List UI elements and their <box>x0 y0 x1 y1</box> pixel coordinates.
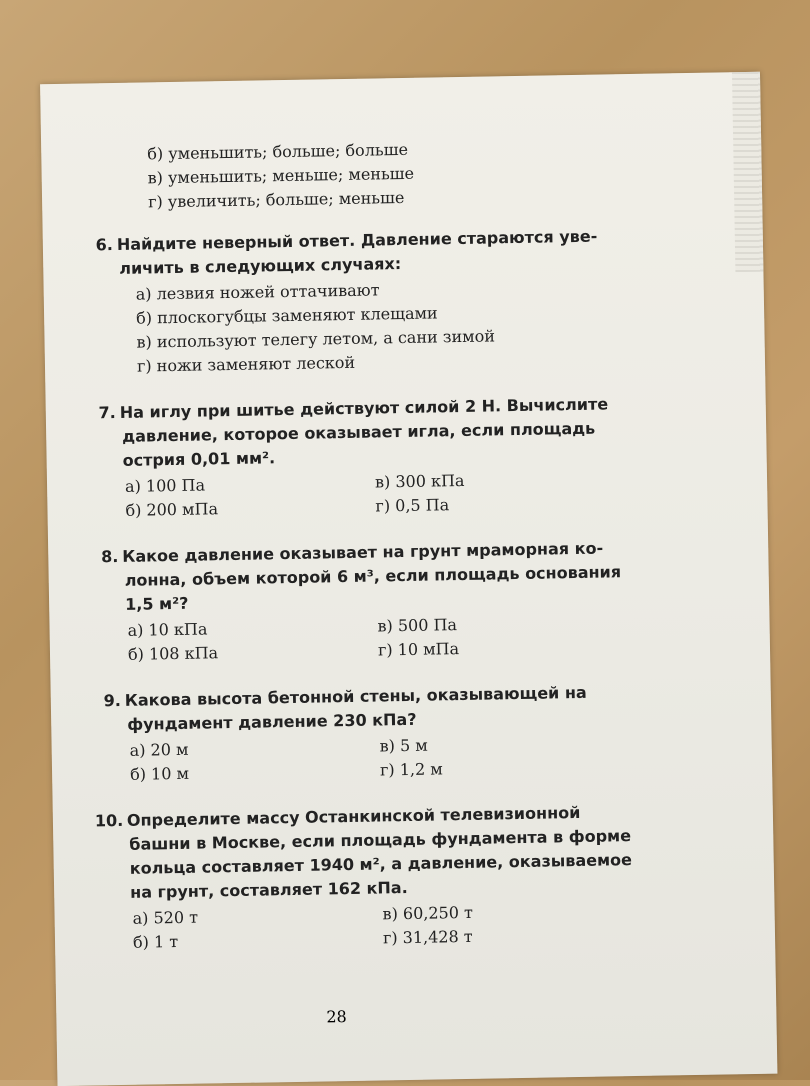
question-text: давление, которое оказывает игла, если площадь <box>122 418 596 446</box>
question-text: Найдите неверный ответ. Давление стараются уве- <box>116 226 598 254</box>
question-number: 7. <box>98 403 116 423</box>
page-number: 28 <box>326 1007 347 1027</box>
option: г) 0,5 Па <box>375 495 450 516</box>
book-page <box>40 72 777 1086</box>
torn-edge <box>732 72 763 272</box>
option: в) 5 м <box>379 735 428 756</box>
option: г) ножи заменяют леской <box>136 352 356 376</box>
option: в) уменьшить; меньше; меньше <box>147 163 415 188</box>
question-text: Какое давление оказывает на грунт мраморная ко- <box>122 538 604 566</box>
option: б) 10 м <box>129 763 190 784</box>
question-number: 8. <box>100 546 119 567</box>
question-text: острия 0,01 мм². <box>122 448 276 470</box>
option: г) 31,428 т <box>382 926 473 948</box>
option: б) 200 мПа <box>125 499 219 520</box>
question-text: башни в Москве, если площадь фундамента в форме <box>129 826 632 854</box>
option: г) 10 мПа <box>377 639 460 660</box>
question-text: 1,5 м²? <box>124 593 189 614</box>
options <box>93 729 714 788</box>
question-number: 6. <box>95 235 114 255</box>
question-8 <box>90 535 712 668</box>
previous-question-options <box>83 133 704 216</box>
option: б) уменьшить; больше; больше <box>147 139 409 164</box>
question-number: 10. <box>94 810 124 831</box>
question-text: кольца составляет 1940 м², а давление, оказываемое <box>129 850 633 878</box>
question-text: на грунт, составляет 162 кПа. <box>130 877 408 902</box>
option: б) 108 кПа <box>127 643 219 664</box>
question-text: фундамент давление 230 кПа? <box>127 709 417 734</box>
options <box>89 465 710 524</box>
question-10 <box>95 799 717 956</box>
question-number: 9. <box>103 690 121 711</box>
option: б) 1 т <box>132 932 179 952</box>
question-7 <box>88 391 710 524</box>
option: а) лезвия ножей оттачивают <box>135 280 380 304</box>
option: г) увеличить; больше; меньше <box>147 187 405 212</box>
option: г) 1,2 м <box>379 759 443 780</box>
question-6 <box>85 223 707 380</box>
question-text: личить в следующих случаях: <box>119 254 402 278</box>
question-text: На иглу при шитье действуют силой 2 Н. Вычислите <box>119 394 609 422</box>
option: в) 60,250 т <box>382 902 474 924</box>
option: в) 300 кПа <box>374 470 465 492</box>
option: в) используют телегу летом, а сани зимой <box>136 326 496 352</box>
option: а) 100 Па <box>124 475 206 496</box>
question-text: лонна, объем которой 6 м³, если площадь основания <box>124 562 622 590</box>
question-text: Какова высота бетонной стены, оказывающей на <box>124 682 587 710</box>
question-text: Определите массу Останкинской телевизионной <box>126 802 581 830</box>
option: а) 20 м <box>129 739 189 760</box>
options <box>86 273 708 380</box>
options <box>91 609 712 668</box>
options <box>96 897 717 956</box>
option: а) 10 кПа <box>127 619 208 640</box>
option: б) плоскогубцы заменяют клещами <box>135 303 438 328</box>
question-9 <box>93 679 715 788</box>
page-content <box>83 131 717 956</box>
option: в) 500 Па <box>377 615 458 636</box>
option: а) 520 т <box>132 907 199 928</box>
